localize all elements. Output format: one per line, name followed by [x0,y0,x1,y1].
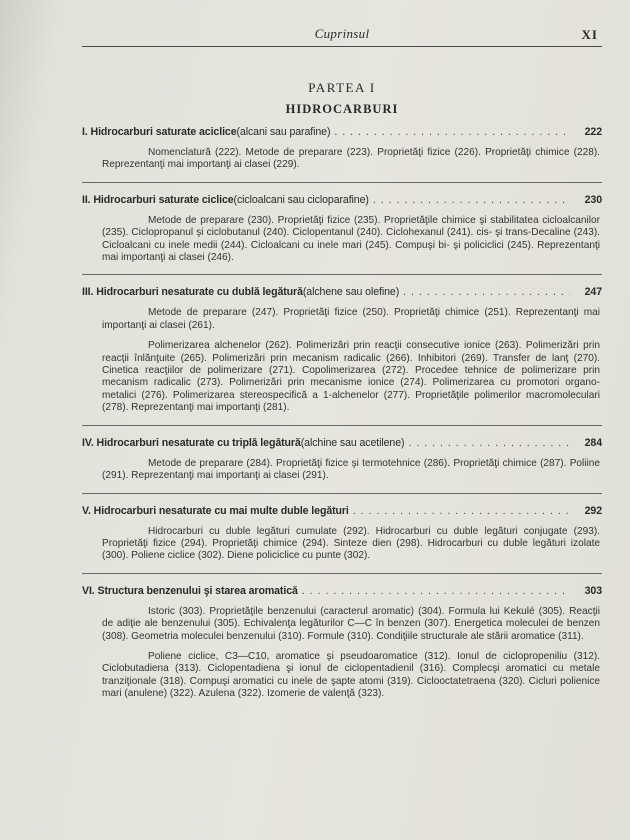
contents-paragraph: Poliene ciclice, C3—C10, aromatice şi pseudoaromatice (312). Ionul de ciclopropeniliu (312). Ciclobutadiena (313). Ciclopentadiena şi ionul de ciclopentadienil (316). Complecşi aromatici cu metale tranziţionale (318). Compuşi aromatici cu inele de şapte atomi (319). Ciclooctatetraena (320). Cicluri polienice mari (anulene) (322). Azulena (322). Izomerie de valenţă (323). [102,650,600,700]
chapter-list [82,125,602,701]
chapter-contents [82,458,602,483]
leader-dots [302,584,570,598]
running-head-title: Cuprinsul [314,26,370,41]
leader-dots [403,285,570,299]
contents-paragraph: Metode de preparare (230). Proprietăţi fizice (235). Proprietăţile chimice şi stabilitatea cicloalcanilor (235). Ciclopropanul şi ciclobutanul (240). Ciclopentanul (240). Ciclohexanul (241). cis- şi trans-Decaline (243). Cicloalcani cu inele medii (244). Cicloalcani cu inele mari (245). Compuşi bi- şi policiclici (245). Reprezentanţi mai importanţi ai clasei (246). [102,214,600,264]
running-header [82,26,602,47]
chapter-heading [82,285,602,299]
leader-dots [353,504,570,518]
contents-paragraph: Polimerizarea alchenelor (262). Polimerizări prin reacţii consecutive ionice (263). Polimerizări prin reacţii înlănţuite (265). Polimerizări prin mecanism radicalic (266). Inhibitori (269). Transfer de lanţ (270). Cinetica reacţiilor de polimerizare (271). Copolimerizarea (272). Procedee tehnice de polimerizare prin mecanism radicalic (273). Polimerizări prin mecanisme ionice (274). Polimerizarea cu promotori organo-metalici (276). Polimerizarea stereospecifică a 1-alchenelor (277). Proprietăţile polimerilor macromoleculari (278). Reprezentanţi mai importanţi (281). [102,340,600,414]
chapter-page: 303 [584,584,602,597]
chapter-entry [82,504,602,563]
contents-paragraph: Metode de preparare (284). Proprietăţi fizice şi termotehnice (286). Proprietăţi chimice (287). Poliine (291). Reprezentanţi mai importanţi ai clasei (291). [102,457,600,482]
chapter-heading [82,193,602,207]
contents-paragraph: Metode de preparare (247). Proprietăţi fizice (250). Proprietăţi chimice (251). Reprezentanţi mai importanţi ai clasei (261). [102,307,600,331]
divider [82,425,602,426]
chapter-contents [82,526,602,563]
contents-paragraph: Istoric (303). Proprietăţile benzenului (caracterul aromatic) (304). Formula lui Kekulé (305). Reacţii de adiţie ale benzenului (305). Echivalenţa legăturilor C—C în benzen (307). Energetica moleculei de benzen (308). Geometria moleculei benzenului (310). Formule (310). Condiţiile structurale ale stării aromatice (311). [102,605,600,642]
chapter-entry [82,193,602,265]
chapter-subtitle: (alcani sau parafine) [236,126,331,138]
divider [82,493,602,494]
chapter-heading [82,436,602,450]
chapter-heading [82,584,602,598]
chapter-subtitle: (cicloalcani sau cicloparafine) [233,193,369,206]
chapter-heading [82,504,602,518]
chapter-page: 247 [584,286,602,299]
chapter-contents [82,147,602,172]
chapter-title: V. Hidrocarburi nesaturate cu mai multe duble legături [82,504,349,517]
contents-paragraph: Nomenclatură (222). Metode de preparare (223). Proprietăţi fizice (226). Proprietăţi chimice (228). Reprezentanţi mai importanţi ai clasei (229). [102,147,600,171]
contents-paragraph: Hidrocarburi cu duble legături cumulate (292). Hidrocarburi cu duble legături conjugate (293). Proprietăţi fizice (294). Proprietăţi chimice (294). Sinteze dien (298). Hidrocarburi cu duble legături izolate (300). Poliene ciclice (302). Diene policiclice cu punte (302). [102,525,600,562]
leader-dots [408,436,570,450]
chapter-contents [82,215,602,265]
chapter-title: I. Hidrocarburi saturate aciclice [82,126,237,138]
chapter-subtitle: (alchine sau acetilene) [300,436,405,449]
chapter-contents [82,606,602,701]
leader-dots [334,125,570,139]
divider [82,274,602,275]
chapter-entry [82,285,602,414]
chapter-entry [82,436,602,483]
chapter-title: III. Hidrocarburi nesaturate cu dublă legătură [82,286,303,299]
chapter-page: 230 [584,193,602,206]
chapter-contents [82,307,602,414]
chapter-heading [82,125,602,139]
chapter-subtitle: (alchene sau olefine) [302,286,400,299]
page-number: XI [581,27,598,42]
chapter-page: 222 [584,126,602,138]
leader-dots [373,193,570,207]
chapter-title: II. Hidrocarburi saturate ciclice [82,193,234,206]
chapter-entry [82,125,602,172]
part-title: PARTEA I [308,80,376,95]
chapter-entry [82,584,602,701]
divider [82,182,602,183]
divider [82,573,602,574]
chapter-page: 292 [584,504,602,517]
chapter-title: IV. Hidrocarburi nesaturate cu triplă legătură [82,436,301,449]
chapter-title: VI. Structura benzenului şi starea aromatică [82,584,298,597]
section-title: HIDROCARBURI [285,102,399,116]
chapter-page: 284 [584,436,602,449]
